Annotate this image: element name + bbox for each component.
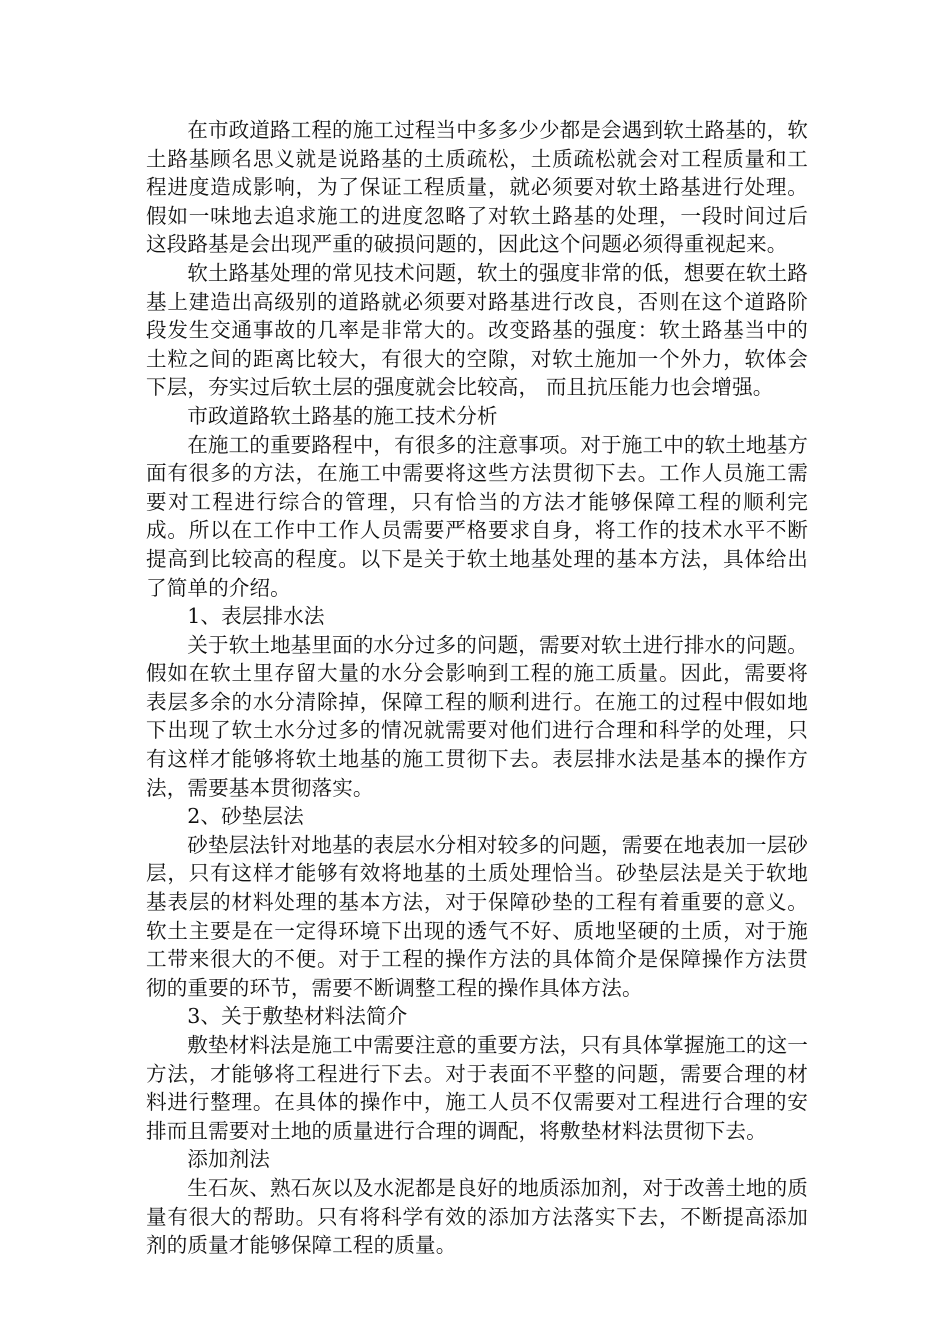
section-heading-sand-cushion: 2、砂垫层法 xyxy=(187,804,304,829)
paragraph-additive: 生石灰、熟石灰以及水泥都是良好的地质添加剂，对于改善土地的质量有很大的帮助。只有将科学有效的添加方法落实下去，不断提高添加剂的质量才能够保障工程的质量。 xyxy=(146,1175,808,1258)
paragraph-bedding-material: 敷垫材料法是施工中需要注意的重要方法，只有具体掌握施工的这一方法，才能够将工程进行下去。对于表面不平整的问题，需要合理的材料进行整理。在具体的操作中，施工人员不仅需要对工程进行合理的安排而且需要对土地的质量进行合理的调配，将敷垫材料法贯彻下去。 xyxy=(146,1033,808,1143)
paragraph-sand-cushion: 砂垫层法针对地基的表层水分相对较多的问题，需要在地表加一层砂层，只有这样才能够有效将地基的土质处理恰当。砂垫层法是关于软地基表层的材料处理的基本方法，对于保障砂垫的工程有着重要的意义。软土主要是在一定得环境下出现的透气不好、质地坚硬的土质，对于施工带来很大的不便。对于工程的操作方法的具体简介是保障操作方法贯彻的重要的环节，需要不断调整工程的操作具体方法。 xyxy=(146,832,808,1000)
paragraph-common-problems: 软土路基处理的常见技术问题，软土的强度非常的低，想要在软土路基上建造出高级别的道路就必须要对路基进行改良，否则在这个道路阶段发生交通事故的几率是非常大的。改变路基的强度：软土路基当中的土粒之间的距离比较大，有很大的空隙，对软土施加一个外力，软体会下层，夯实过后软土层的强度就会比较高， 而且抗压能力也会增强。 xyxy=(146,260,808,400)
section-heading-bedding-material: 3、关于敷垫材料法简介 xyxy=(187,1004,408,1029)
section-heading-analysis: 市政道路软土路基的施工技术分析 xyxy=(187,403,498,428)
paragraph-intro: 在市政道路工程的施工过程当中多多少少都是会遇到软土路基的，软土路基顾名思义就是说路基的土质疏松，土质疏松就会对工程质量和工程进度造成影响，为了保证工程质量，就必须要对软土路基进行处理。假如一味地去追求施工的进度忽略了对软土路基的处理，一段时间过后这段路基是会出现严重的破损问题的，因此这个问题必须得重视起来。 xyxy=(146,118,808,257)
paragraph-analysis: 在施工的重要路程中，有很多的注意事项。对于施工中的软土地基方面有很多的方法，在施工中需要将这些方法贯彻下去。工作人员施工需要对工程进行综合的管理，只有恰当的方法才能够保障工程的顺利完成。所以在工作中工作人员需要严格要求自身，将工作的技术水平不断提高到比较高的程度。以下是关于软土地基处理的基本方法，具体给出了简单的介绍。 xyxy=(146,432,808,600)
section-heading-additive: 添加剂法 xyxy=(187,1147,270,1172)
section-heading-surface-drainage: 1、表层排水法 xyxy=(187,604,325,629)
paragraph-surface-drainage: 关于软土地基里面的水分过多的问题，需要对软土进行排水的问题。假如在软土里存留大量的水分会影响到工程的施工质量。因此，需要将表层多余的水分清除掉，保障工程的顺利进行。在施工的过程中假如地下出现了软土水分过多的情况就需要对他们进行合理和科学的处理，只有这样才能够将软土地基的施工贯彻下去。表层排水法是基本的操作方法，需要基本贯彻落实。 xyxy=(146,632,808,800)
document-body xyxy=(146,116,808,1260)
